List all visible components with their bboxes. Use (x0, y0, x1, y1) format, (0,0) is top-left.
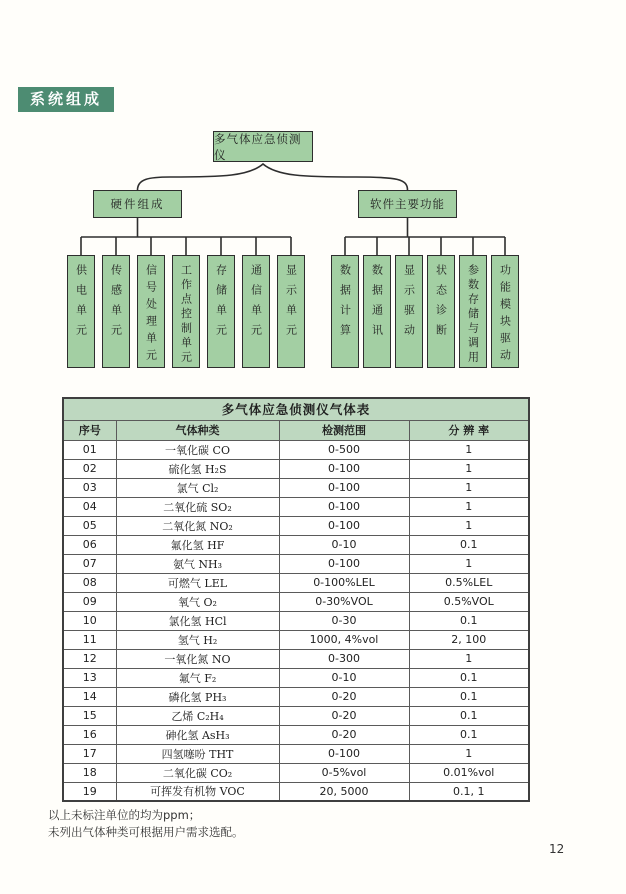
diagram-unit-label: 通信单元 (249, 264, 263, 344)
diagram-unit-label: 供电单元 (74, 264, 88, 344)
header-resolution: 分 辨 率 (409, 420, 529, 440)
cell-gas-name: 氯化氢 HCl (116, 611, 279, 630)
cell-index: 11 (63, 630, 116, 649)
cell-gas-name: 氨气 NH₃ (116, 554, 279, 573)
cell-resolution: 0.01%vol (409, 763, 529, 782)
cell-gas-name: 氟气 F₂ (116, 668, 279, 687)
cell-resolution: 0.5%VOL (409, 592, 529, 611)
cell-resolution: 0.5%LEL (409, 573, 529, 592)
cell-gas-name: 二氧化氮 NO₂ (116, 516, 279, 535)
table-row (63, 573, 529, 592)
diagram-unit-label: 传感单元 (109, 264, 123, 344)
cell-resolution: 0.1, 1 (409, 782, 529, 801)
cell-gas-name: 氧气 O₂ (116, 592, 279, 611)
section-heading: 系统组成 (18, 87, 114, 112)
group-node-software-label: 软件主要功能 (370, 197, 445, 211)
table-row (63, 478, 529, 497)
table-row (63, 668, 529, 687)
group-node-hardware (93, 190, 182, 218)
diagram-unit-label: 工作点控制单元 (179, 264, 193, 366)
table-row (63, 611, 529, 630)
cell-gas-name: 磷化氢 PH₃ (116, 687, 279, 706)
footnote-units: 以上未标注单位的均为ppm； (48, 808, 201, 822)
diagram-unit-box (172, 255, 200, 368)
table-row (63, 592, 529, 611)
cell-resolution: 1 (409, 497, 529, 516)
header-detection-range: 检测范围 (279, 420, 409, 440)
diagram-unit-box (395, 255, 423, 368)
cell-index: 07 (63, 554, 116, 573)
root-node (213, 131, 313, 162)
gas-table-body (63, 440, 529, 801)
diagram-unit-box (459, 255, 487, 368)
diagram-unit-box (137, 255, 165, 368)
cell-resolution: 1 (409, 744, 529, 763)
cell-gas-name: 氯气 Cl₂ (116, 478, 279, 497)
table-row (63, 630, 529, 649)
cell-resolution: 1 (409, 478, 529, 497)
table-row (63, 440, 529, 459)
diagram-unit-label: 数据通讯 (370, 264, 384, 344)
cell-index: 01 (63, 440, 116, 459)
cell-resolution: 1 (409, 649, 529, 668)
diagram-unit-label: 功能模块驱动 (498, 264, 512, 366)
cell-gas-name: 乙烯 C₂H₄ (116, 706, 279, 725)
cell-resolution: 0.1 (409, 611, 529, 630)
table-row (63, 459, 529, 478)
table-row (63, 782, 529, 801)
diagram-unit-box (363, 255, 391, 368)
cell-index: 17 (63, 744, 116, 763)
cell-resolution: 1 (409, 459, 529, 478)
diagram-unit-box (242, 255, 270, 368)
cell-index: 16 (63, 725, 116, 744)
table-row (63, 706, 529, 725)
diagram-unit-label: 数据计算 (338, 264, 352, 344)
cell-index: 09 (63, 592, 116, 611)
footnotes (48, 807, 244, 841)
cell-index: 05 (63, 516, 116, 535)
table-row (63, 554, 529, 573)
cell-gas-name: 硫化氢 H₂S (116, 459, 279, 478)
cell-detection-range: 0-100 (279, 516, 409, 535)
cell-detection-range: 0-20 (279, 687, 409, 706)
diagram-unit-box (102, 255, 130, 368)
diagram-unit-label: 显示单元 (284, 264, 298, 344)
table-row (63, 725, 529, 744)
diagram-unit-box (491, 255, 519, 368)
cell-gas-name: 氢气 H₂ (116, 630, 279, 649)
cell-resolution: 2, 100 (409, 630, 529, 649)
group-node-hardware-label: 硬件组成 (110, 197, 165, 211)
gas-table-container (62, 397, 528, 802)
cell-index: 12 (63, 649, 116, 668)
cell-index: 06 (63, 535, 116, 554)
diagram-unit-box (67, 255, 95, 368)
table-header-row (63, 420, 529, 440)
cell-gas-name: 二氧化碳 CO₂ (116, 763, 279, 782)
cell-gas-name: 四氢噻吩 THT (116, 744, 279, 763)
cell-index: 15 (63, 706, 116, 725)
cell-detection-range: 20, 5000 (279, 782, 409, 801)
cell-index: 02 (63, 459, 116, 478)
cell-detection-range: 0-100%LEL (279, 573, 409, 592)
cell-gas-name: 可燃气 LEL (116, 573, 279, 592)
table-title: 多气体应急侦测仪气体表 (63, 398, 529, 420)
header-index: 序号 (63, 420, 116, 440)
diagram-unit-label: 参数存储与调用 (466, 264, 480, 366)
diagram-unit-box (277, 255, 305, 368)
gas-table (62, 397, 530, 802)
diagram-unit-label: 信号处理单元 (144, 264, 158, 366)
cell-resolution: 1 (409, 440, 529, 459)
cell-resolution: 1 (409, 516, 529, 535)
cell-detection-range: 0-500 (279, 440, 409, 459)
header-gas-type: 气体种类 (116, 420, 279, 440)
brace-connector (138, 164, 408, 190)
cell-detection-range: 1000, 4%vol (279, 630, 409, 649)
cell-detection-range: 0-100 (279, 554, 409, 573)
cell-resolution: 1 (409, 554, 529, 573)
cell-detection-range: 0-20 (279, 706, 409, 725)
cell-detection-range: 0-300 (279, 649, 409, 668)
cell-detection-range: 0-30%VOL (279, 592, 409, 611)
cell-resolution: 0.1 (409, 706, 529, 725)
cell-detection-range: 0-100 (279, 459, 409, 478)
diagram-unit-label: 存储单元 (214, 264, 228, 344)
diagram-unit-label: 显示驱动 (402, 264, 416, 344)
table-title-row (63, 398, 529, 420)
cell-detection-range: 0-30 (279, 611, 409, 630)
cell-detection-range: 0-10 (279, 668, 409, 687)
diagram-unit-box (331, 255, 359, 368)
hardware-rail (81, 218, 291, 255)
cell-detection-range: 0-20 (279, 725, 409, 744)
diagram-unit-box (427, 255, 455, 368)
table-row (63, 763, 529, 782)
diagram-unit-label: 状态诊断 (434, 264, 448, 344)
cell-detection-range: 0-100 (279, 478, 409, 497)
cell-detection-range: 0-100 (279, 744, 409, 763)
cell-resolution: 0.1 (409, 668, 529, 687)
group-node-software (358, 190, 457, 218)
table-row (63, 687, 529, 706)
table-row (63, 535, 529, 554)
cell-resolution: 0.1 (409, 725, 529, 744)
cell-resolution: 0.1 (409, 687, 529, 706)
cell-index: 14 (63, 687, 116, 706)
cell-gas-name: 一氧化氮 NO (116, 649, 279, 668)
cell-detection-range: 0-5%vol (279, 763, 409, 782)
table-row (63, 744, 529, 763)
cell-index: 10 (63, 611, 116, 630)
software-rail (345, 218, 505, 255)
cell-index: 13 (63, 668, 116, 687)
cell-gas-name: 可挥发有机物 VOC (116, 782, 279, 801)
cell-gas-name: 砷化氢 AsH₃ (116, 725, 279, 744)
cell-gas-name: 二氧化硫 SO₂ (116, 497, 279, 516)
cell-gas-name: 氟化氢 HF (116, 535, 279, 554)
cell-index: 18 (63, 763, 116, 782)
cell-gas-name: 一氧化碳 CO (116, 440, 279, 459)
org-chart (0, 125, 626, 385)
cell-index: 03 (63, 478, 116, 497)
footnote-options: 未列出气体种类可根据用户需求选配。 (48, 825, 244, 839)
cell-index: 08 (63, 573, 116, 592)
table-row (63, 649, 529, 668)
cell-index: 04 (63, 497, 116, 516)
diagram-unit-box (207, 255, 235, 368)
cell-resolution: 0.1 (409, 535, 529, 554)
root-node-label: 多气体应急侦测仪 (214, 131, 302, 162)
table-row (63, 497, 529, 516)
table-row (63, 516, 529, 535)
cell-detection-range: 0-100 (279, 497, 409, 516)
page-number: 12 (549, 842, 565, 856)
cell-index: 19 (63, 782, 116, 801)
cell-detection-range: 0-10 (279, 535, 409, 554)
